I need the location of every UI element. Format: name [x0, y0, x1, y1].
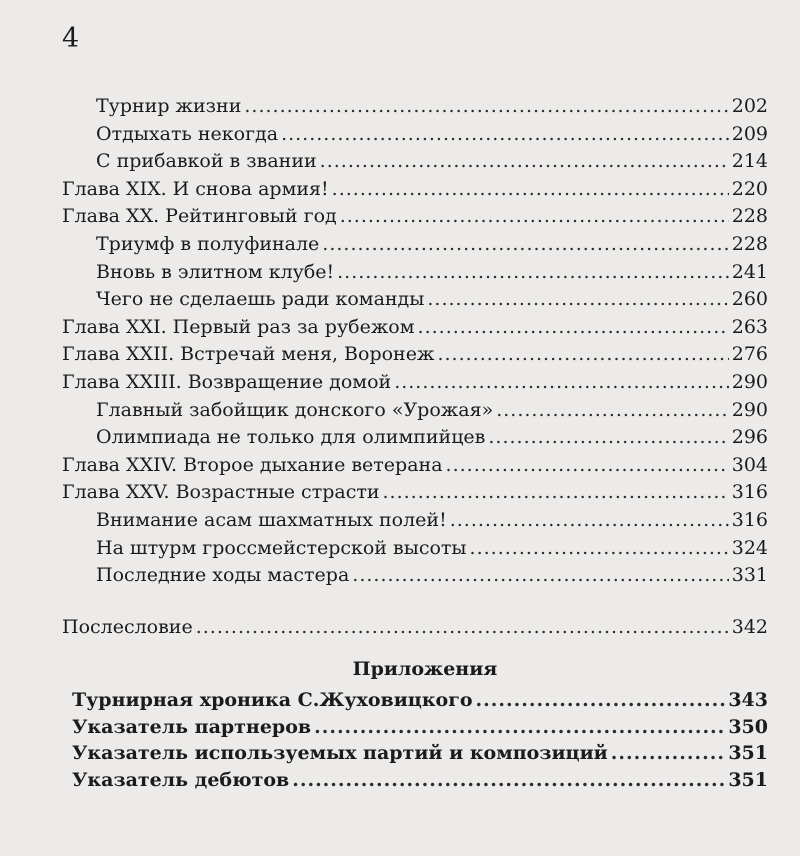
toc-entry-label: Глава XXI. Первый раз за рубежом: [62, 315, 415, 338]
toc-leader-dots: [340, 203, 729, 231]
toc-entry-page: 304: [731, 453, 768, 476]
toc-entry-label: Турнир жизни: [96, 95, 242, 117]
toc-leader-dots: [244, 93, 728, 121]
toc-leader-dots: [320, 148, 729, 176]
toc-entry-label: Олимпиада не только для олимпийцев: [96, 426, 486, 449]
toc-entry-page: 342: [731, 615, 768, 638]
toc-entry-page: 241: [731, 260, 768, 283]
toc-entry: [62, 740, 768, 767]
toc-entry-label: Отдыхать некогда: [96, 122, 279, 145]
toc-entry: [62, 176, 768, 204]
toc-entry-label: Главный забойщик донского «Урожая»: [96, 398, 494, 421]
toc-entry-label: Глава XXII. Встречай меня, Воронеж: [62, 343, 435, 366]
toc-entry-page: 324: [731, 536, 768, 559]
toc-entry-page: 350: [728, 715, 768, 738]
toc-entry: [62, 286, 768, 314]
toc-entry-page: 260: [731, 288, 768, 311]
toc-leader-dots: [383, 479, 729, 507]
toc-entry-label: Послесловие: [62, 615, 193, 638]
toc-appendix-list: [62, 687, 768, 793]
toc-entry: [62, 714, 768, 741]
toc-leader-dots: [314, 714, 725, 741]
appendix-heading: Приложения: [352, 658, 498, 681]
toc-entry: [62, 507, 768, 535]
toc-entry-page: 202: [731, 95, 768, 117]
toc-entry-label: Чего не сделаешь ради команды: [96, 288, 425, 311]
toc-entry: [62, 259, 768, 287]
toc-leader-dots: [418, 314, 729, 342]
toc-leader-dots: [352, 562, 728, 590]
toc-entry: [62, 121, 768, 149]
toc-entry: [62, 397, 768, 425]
toc-entry: [62, 424, 768, 452]
toc-leader-dots: [281, 121, 729, 149]
toc-entry-page: 351: [728, 742, 768, 765]
toc-leader-dots: [450, 507, 729, 535]
toc-entry-label: Глава XXV. Возрастные страсти: [62, 481, 380, 504]
toc-entry-page: 220: [731, 177, 768, 200]
toc-entry-page: 343: [728, 689, 768, 712]
toc-leader-dots: [437, 341, 728, 369]
toc-entry: [62, 341, 768, 369]
toc-leader-dots: [322, 231, 728, 259]
toc-entry-page: 351: [728, 769, 768, 792]
toc-entry-page: 296: [731, 426, 768, 449]
toc-entry-page: 316: [731, 508, 768, 531]
toc-entry: [62, 148, 768, 176]
toc-entry: [62, 203, 768, 231]
toc-leader-dots: [496, 397, 729, 425]
toc-entry-page: 209: [731, 122, 768, 145]
toc-entry: [62, 479, 768, 507]
toc-leader-dots: [470, 535, 729, 563]
toc-leader-dots: [337, 259, 729, 287]
toc-entry: [62, 687, 768, 714]
toc-entry-label: На штурм гроссмейстерской высоты: [96, 536, 467, 559]
toc-leader-dots: [427, 286, 728, 314]
toc-entry: [62, 452, 768, 480]
page-number: 4: [62, 23, 80, 54]
toc-leader-dots: [332, 176, 729, 204]
toc-leader-dots: [476, 687, 726, 714]
toc-entry: [62, 562, 768, 590]
toc-entry-label: Глава XXIV. Второе дыхание ветерана: [62, 453, 443, 476]
toc-leader-dots: [394, 369, 729, 397]
toc-leader-dots: [488, 424, 728, 452]
toc-entry-label: Указатель партнеров: [72, 715, 312, 738]
toc-entry-label: Указатель дебютов: [72, 769, 290, 792]
toc-entry-label: Глава XXIII. Возвращение домой: [62, 370, 392, 393]
toc-entry-label: Указатель используемых партий и композиций: [72, 742, 608, 765]
toc-entry: [62, 93, 768, 121]
toc-entry-label: Глава XIX. И снова армия!: [62, 177, 329, 200]
toc-entry-page: 228: [731, 232, 768, 255]
toc-entry-page: 290: [731, 398, 768, 421]
toc-entry-page: 276: [731, 343, 768, 366]
toc-entry-page: 214: [731, 150, 768, 173]
toc-entry-label: Вновь в элитном клубе!: [96, 260, 335, 283]
toc-entry-page: 316: [731, 481, 768, 504]
toc-entry-page: 290: [731, 370, 768, 393]
toc-entry-label: С прибавкой в звании: [96, 150, 317, 173]
toc-leader-dots: [292, 767, 725, 794]
table-of-contents: [62, 93, 768, 794]
toc-entry-label: Турнирная хроника С.Жуховицкого: [72, 689, 473, 712]
toc-entry-page: 228: [731, 205, 768, 228]
toc-entry: [62, 767, 768, 794]
toc-leader-dots: [196, 614, 729, 642]
toc-entry: [62, 369, 768, 397]
toc-leader-dots: [611, 740, 726, 767]
toc-leader-dots: [446, 452, 729, 480]
toc-entry-label: Глава XX. Рейтинговый год: [62, 205, 337, 228]
toc-entry-label: Последние ходы мастера: [96, 564, 350, 587]
toc-entry-afterword: [62, 614, 768, 642]
toc-entry: [62, 535, 768, 563]
toc-entry: [62, 231, 768, 259]
toc-entry-page: 263: [731, 315, 768, 338]
toc-entry-label: Триумф в полуфинале: [96, 232, 320, 255]
toc-entry-label: Внимание асам шахматных полей!: [96, 508, 447, 531]
toc-entry: [62, 314, 768, 342]
toc-entry-page: 331: [731, 564, 768, 587]
toc-main-list: [62, 93, 768, 590]
